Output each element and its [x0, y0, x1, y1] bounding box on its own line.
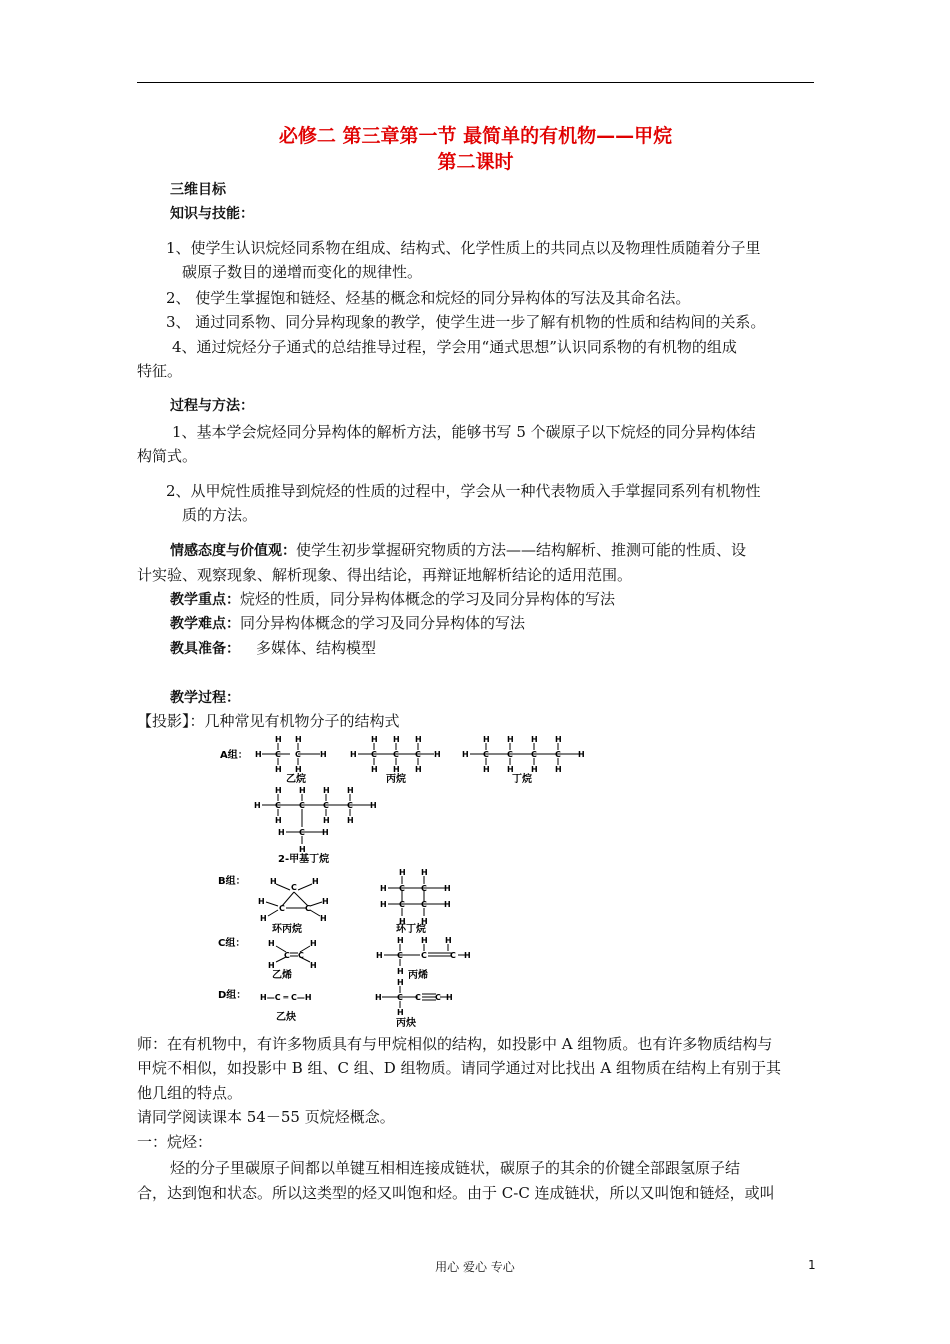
- group-c-label: C组：: [218, 938, 246, 949]
- svg-text:H: H: [275, 735, 282, 744]
- svg-text:H: H: [299, 786, 306, 795]
- projection-text: 几种常见有机物分子的结构式: [204, 712, 400, 730]
- knowledge-item-3: 3、 通过同系物、同分异构现象的教学，使学生进一步了解有机物的性质和结构间的关系。: [166, 313, 766, 331]
- svg-text:C: C: [397, 951, 403, 960]
- projection-label: 【投影】：: [137, 712, 205, 730]
- svg-text:H: H: [421, 868, 428, 877]
- svg-text:H: H: [397, 936, 404, 945]
- svg-text:H: H: [295, 765, 302, 774]
- difficulty-label: 教学难点：: [170, 616, 240, 632]
- header-rule: [137, 82, 814, 83]
- process-item-2: 2、从甲烷性质推导到烷烃的性质的过程中，学会从一种代表物质入手掌握同系列有机物性: [166, 482, 761, 500]
- document-title: 必修二 第三章第一节 最简单的有机物——甲烷: [278, 125, 673, 147]
- svg-text:C: C: [275, 801, 281, 810]
- knowledge-item-4-cont: 特征。: [137, 362, 183, 380]
- structural-formula-figure: [200, 730, 585, 1030]
- svg-text:H: H: [415, 735, 422, 744]
- name-propane: 丙烷: [386, 774, 406, 785]
- svg-text:C: C: [393, 750, 399, 759]
- svg-text:H: H: [323, 816, 330, 825]
- key-point-label: 教学重点：: [170, 592, 240, 608]
- svg-text:C: C: [291, 883, 297, 892]
- process-item-1-cont: 构简式。: [137, 447, 198, 465]
- tools-label: 教具准备：: [170, 641, 240, 657]
- svg-text:C: C: [483, 750, 489, 759]
- process-item-2-cont: 质的方法。: [182, 506, 258, 524]
- svg-text:H: H: [350, 750, 357, 759]
- group-b-label: B组：: [218, 876, 246, 887]
- group-a-label: A组：: [220, 750, 248, 761]
- tools: [170, 638, 376, 659]
- svg-text:H: H: [446, 993, 453, 1002]
- svg-text:C: C: [371, 750, 377, 759]
- knowledge-item-1-cont: 碳原子数目的递增而变化的规律性。: [182, 263, 423, 281]
- svg-text:H: H: [370, 801, 377, 810]
- page-footer: 用心 爱心 专心: [435, 1260, 515, 1274]
- svg-text:H: H: [415, 765, 422, 774]
- svg-text:H: H: [254, 801, 261, 810]
- svg-text:H: H: [371, 765, 378, 774]
- svg-text:H: H: [462, 750, 469, 759]
- svg-text:H: H: [507, 765, 514, 774]
- projection: [137, 711, 400, 731]
- name-ethane: 乙烷: [286, 774, 306, 785]
- svg-text:H: H: [310, 961, 317, 970]
- svg-text:H: H: [278, 828, 285, 837]
- svg-text:H: H: [275, 816, 282, 825]
- svg-text:C: C: [421, 884, 427, 893]
- svg-text:H: H: [255, 750, 262, 759]
- svg-text:H: H: [531, 765, 538, 774]
- name-butane: 丁烷: [512, 774, 532, 785]
- svg-text:C: C: [399, 900, 405, 909]
- name-methylbutane: 2-甲基丁烷: [278, 854, 330, 865]
- svg-text:H: H: [380, 884, 387, 893]
- knowledge-item-1: 1、使学生认识烷烃同系物在组成、结构式、化学性质上的共同点以及物理性质随着分子里: [166, 239, 761, 257]
- svg-text:H: H: [268, 961, 275, 970]
- attitude-label: 情感态度与价值观：: [170, 543, 296, 559]
- svg-text:C: C: [299, 801, 305, 810]
- svg-text:H: H: [275, 765, 282, 774]
- name-propene: 丙烯: [408, 970, 428, 981]
- paragraph-1-line-1: 师：在有机物中，有许多物质具有与甲烷相似的结构，如投影中 A 组物质。也有许多物质结构与: [137, 1035, 773, 1053]
- svg-text:H: H: [320, 914, 327, 923]
- page-number: 1: [808, 1258, 816, 1272]
- svg-text:C: C: [415, 750, 421, 759]
- group-d-label: D组：: [218, 990, 247, 1001]
- svg-text:H: H: [399, 917, 406, 926]
- svg-text:H: H: [421, 917, 428, 926]
- name-cyclobutane: 环丁烷: [396, 924, 426, 935]
- svg-text:H: H: [397, 967, 404, 976]
- paragraph-2: 请同学阅读课本 54－55 页烷烃概念。: [137, 1108, 395, 1126]
- paragraph-1-line-2: 甲烷不相似，如投影中 B 组、C 组、D 组物质。请同学通过对比找出 A 组物质在结构上有别于其: [137, 1059, 781, 1077]
- name-ethene: 乙烯: [272, 970, 292, 981]
- svg-text:C: C: [399, 884, 405, 893]
- knowledge-heading: 知识与技能：: [170, 206, 254, 222]
- svg-text:H: H: [270, 877, 277, 886]
- svg-text:H: H: [555, 735, 562, 744]
- svg-text:H: H: [322, 828, 329, 837]
- name-ethyne: 乙炔: [276, 1012, 296, 1023]
- svg-text:H: H: [444, 900, 451, 909]
- ethyne-formula: H—C ═ C—H: [260, 993, 312, 1002]
- name-cyclopropane: 环丙烷: [272, 924, 302, 935]
- svg-text:C: C: [435, 993, 441, 1002]
- svg-text:H: H: [375, 993, 382, 1002]
- svg-text:H: H: [483, 765, 490, 774]
- process-item-1: 1、基本学会烷烃同分异构体的解析方法，能够书写 5 个碳原子以下烷烃的同分异构体结: [172, 423, 756, 441]
- svg-text:C: C: [299, 828, 305, 837]
- process-heading: 过程与方法：: [170, 398, 254, 414]
- svg-text:H: H: [393, 765, 400, 774]
- svg-text:H: H: [421, 936, 428, 945]
- tools-text: 多媒体、结构模型: [256, 639, 377, 657]
- svg-text:H: H: [507, 735, 514, 744]
- teaching-process-heading: 教学过程：: [170, 690, 240, 706]
- svg-text:H: H: [258, 897, 265, 906]
- svg-text:H: H: [310, 939, 317, 948]
- svg-text:C: C: [275, 750, 281, 759]
- svg-text:C: C: [531, 750, 537, 759]
- svg-text:C: C: [347, 801, 353, 810]
- svg-text:H: H: [371, 735, 378, 744]
- svg-text:H: H: [295, 735, 302, 744]
- svg-text:H: H: [299, 845, 306, 854]
- svg-text:C: C: [450, 951, 456, 960]
- svg-text:H: H: [393, 735, 400, 744]
- svg-text:C: C: [323, 801, 329, 810]
- svg-text:C: C: [295, 750, 301, 759]
- key-point: [170, 589, 615, 610]
- difficulty-text: 同分异构体概念的学习及同分异构体的写法: [240, 614, 526, 632]
- svg-text:H: H: [434, 750, 441, 759]
- knowledge-item-4: 4、通过烷烃分子通式的总结推导过程，学会用“通式思想”认识同系物的有机物的组成: [172, 338, 737, 356]
- section-1-heading: 一：烷烃：: [137, 1133, 213, 1151]
- paragraph-1-line-3: 他几组的特点。: [137, 1084, 243, 1102]
- svg-text:H: H: [320, 750, 327, 759]
- svg-text:H: H: [376, 951, 383, 960]
- svg-text:H: H: [445, 936, 452, 945]
- svg-text:C: C: [279, 904, 285, 913]
- svg-text:C: C: [284, 951, 290, 960]
- svg-text:H: H: [397, 1008, 404, 1017]
- svg-text:H: H: [323, 786, 330, 795]
- name-propyne: 丙炔: [396, 1018, 416, 1029]
- svg-text:H: H: [312, 877, 319, 886]
- svg-text:H: H: [260, 914, 267, 923]
- svg-text:H: H: [322, 897, 329, 906]
- paragraph-3-line-2: 合，达到饱和状态。所以这类型的烃又叫饱和烃。由于 C-C 连成链状，所以又叫饱和链烃，或叫: [137, 1184, 775, 1202]
- svg-text:C: C: [305, 904, 311, 913]
- svg-text:H: H: [483, 735, 490, 744]
- svg-text:H: H: [268, 939, 275, 948]
- key-point-text: 烷烃的性质，同分异构体概念的学习及同分异构体的写法: [240, 590, 616, 608]
- svg-text:C: C: [397, 993, 403, 1002]
- attitude-line-1: [170, 540, 746, 561]
- svg-text:C: C: [298, 951, 304, 960]
- svg-text:H: H: [555, 765, 562, 774]
- svg-text:H: H: [531, 735, 538, 744]
- svg-text:C: C: [507, 750, 513, 759]
- difficulty: [170, 613, 525, 634]
- svg-text:C: C: [555, 750, 561, 759]
- svg-text:C: C: [421, 900, 427, 909]
- svg-text:C: C: [421, 951, 427, 960]
- svg-text:H: H: [380, 900, 387, 909]
- attitude-text: 使学生初步掌握研究物质的方法——结构解析、推测可能的性质、设: [296, 541, 747, 559]
- svg-text:H: H: [347, 816, 354, 825]
- goals-heading: 三维目标: [170, 182, 226, 198]
- svg-text:C: C: [415, 993, 421, 1002]
- svg-text:H: H: [399, 868, 406, 877]
- knowledge-item-2: 2、 使学生掌握饱和链烃、烃基的概念和烷烃的同分异构体的写法及其命名法。: [166, 289, 691, 307]
- svg-text:H: H: [578, 750, 585, 759]
- svg-text:H: H: [275, 786, 282, 795]
- svg-text:H: H: [444, 884, 451, 893]
- svg-text:H: H: [347, 786, 354, 795]
- svg-text:H: H: [464, 951, 471, 960]
- attitude-line-2: 计实验、观察现象、解析现象、得出结论，再辩证地解析结论的适用范围。: [137, 566, 633, 584]
- svg-text:H: H: [397, 978, 404, 987]
- document-subtitle: 第二课时: [437, 151, 514, 173]
- paragraph-3-line-1: 烃的分子里碳原子间都以单键互相相连接成链状，碳原子的其余的价键全部跟氢原子结: [170, 1159, 741, 1177]
